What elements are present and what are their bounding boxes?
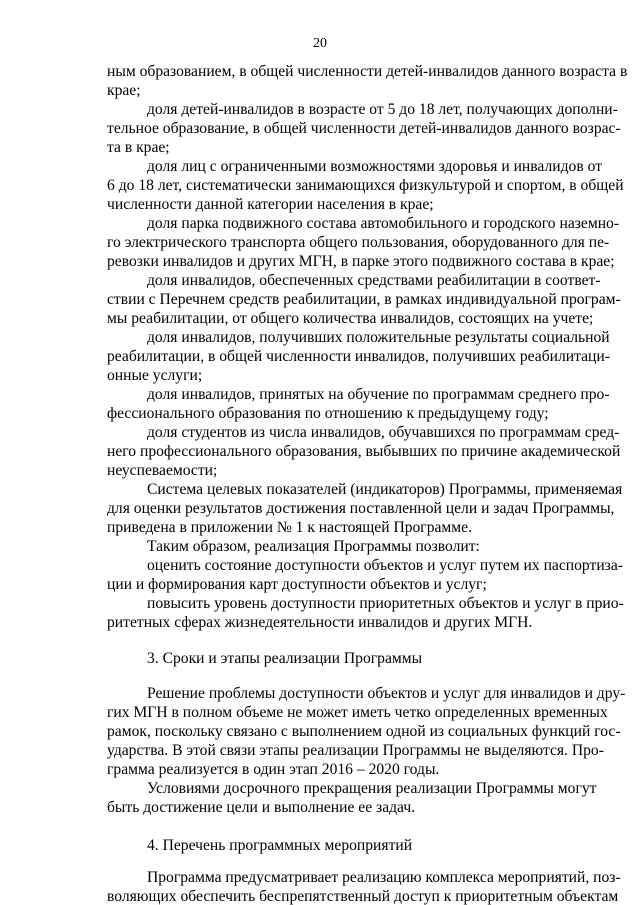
text-line: ным образованием, в общей численности детей-инвалидов данного возраста в [107,63,628,80]
text-line: ции и формирования карт доступности объектов и услуг; [107,576,487,593]
text-line: грамма реализуется в один этап 2016 – 2020 годы. [107,761,440,778]
text-line: неуспеваемости; [107,462,218,479]
text-line: гих МГН в полном объеме не может иметь четко определенных временных [107,704,608,721]
text-line: крае; [107,82,141,99]
text-line: мы реабилитации, от общего количества инвалидов, состоящих на учете; [107,310,594,327]
text-line: повысить уровень доступности приоритетных объектов и услуг в прио- [147,595,624,612]
text-line: Система целевых показателей (индикаторов) Программы, применяемая [147,481,623,498]
text-line: доля инвалидов, обеспеченных средствами реабилитации в соответ- [147,272,601,289]
text-line: приведена в приложении № 1 к настоящей Программе. [107,519,472,536]
text-line: Решение проблемы доступности объектов и услуг для инвалидов и дру- [147,685,626,702]
text-line: 6 до 18 лет, систематически занимающихся физкультурой и спортом, в общей [107,177,624,194]
text-line: доля инвалидов, получивших положительные результаты социальной [147,329,610,346]
text-line: доля парка подвижного состава автомобильного и городского наземно- [147,215,620,232]
text-line: быть достижение цели и выполнение ее задач. [107,799,416,816]
text-line: численности данной категории населения в крае; [107,196,434,213]
text-line: доля детей-инвалидов в возрасте от 5 до 18 лет, получающих дополни- [147,101,618,118]
text-line: та в крае; [107,139,170,156]
text-line: доля инвалидов, принятых на обучение по программам среднего про- [147,386,610,403]
text-line: него профессионального образования, выбывших по причине академической [107,443,621,460]
text-line: фессионального образования по отношению к предыдущему году; [107,405,549,422]
text-line: рамок, поскольку связано с выполнением одной из социальных функций гос- [107,723,621,740]
text-line: оценить состояние доступности объектов и услуг путем их паспортиза- [147,557,623,574]
section-heading: 3. Сроки и этапы реализации Программы [147,650,423,667]
text-line: ритетных сферах жизнедеятельности инвалидов и других МГН. [107,614,533,631]
text-line: ревозки инвалидов и других МГН, в парке этого подвижного состава в крае; [107,253,615,270]
text-line: реабилитации, в общей численности инвалидов, получивших реабилитаци- [107,348,610,365]
text-line: для оценки результатов достижения поставленной цели и задач Программы, [107,500,615,517]
text-line: ствии с Перечнем средств реабилитации, в рамках индивидуальной програм- [107,291,621,308]
text-line: доля лиц с ограниченными возможностями здоровья и инвалидов от [147,158,603,175]
text-line: доля студентов из числа инвалидов, обучавшихся по программам сред- [147,424,620,441]
text-line: Условиями досрочного прекращения реализации Программы могут [147,780,597,797]
text-line: Таким образом, реализация Программы позволит: [147,538,480,555]
page-number: 20 [313,36,327,51]
text-line: ударства. В этой связи этапы реализации Программы не выделяются. Про- [107,742,604,759]
text-line: онные услуги; [107,367,203,384]
text-line: го электрического транспорта общего пользования, оборудованного для пе- [107,234,610,251]
text-line: Программа предусматривает реализацию комплекса мероприятий, поз- [147,869,621,886]
text-line: воляющих обеспечить беспрепятственный доступ к приоритетным объектам [107,888,619,905]
section-heading: 4. Перечень программных мероприятий [147,837,413,854]
text-line: тельное образование, в общей численности детей-инвалидов данного возрас- [107,120,621,137]
